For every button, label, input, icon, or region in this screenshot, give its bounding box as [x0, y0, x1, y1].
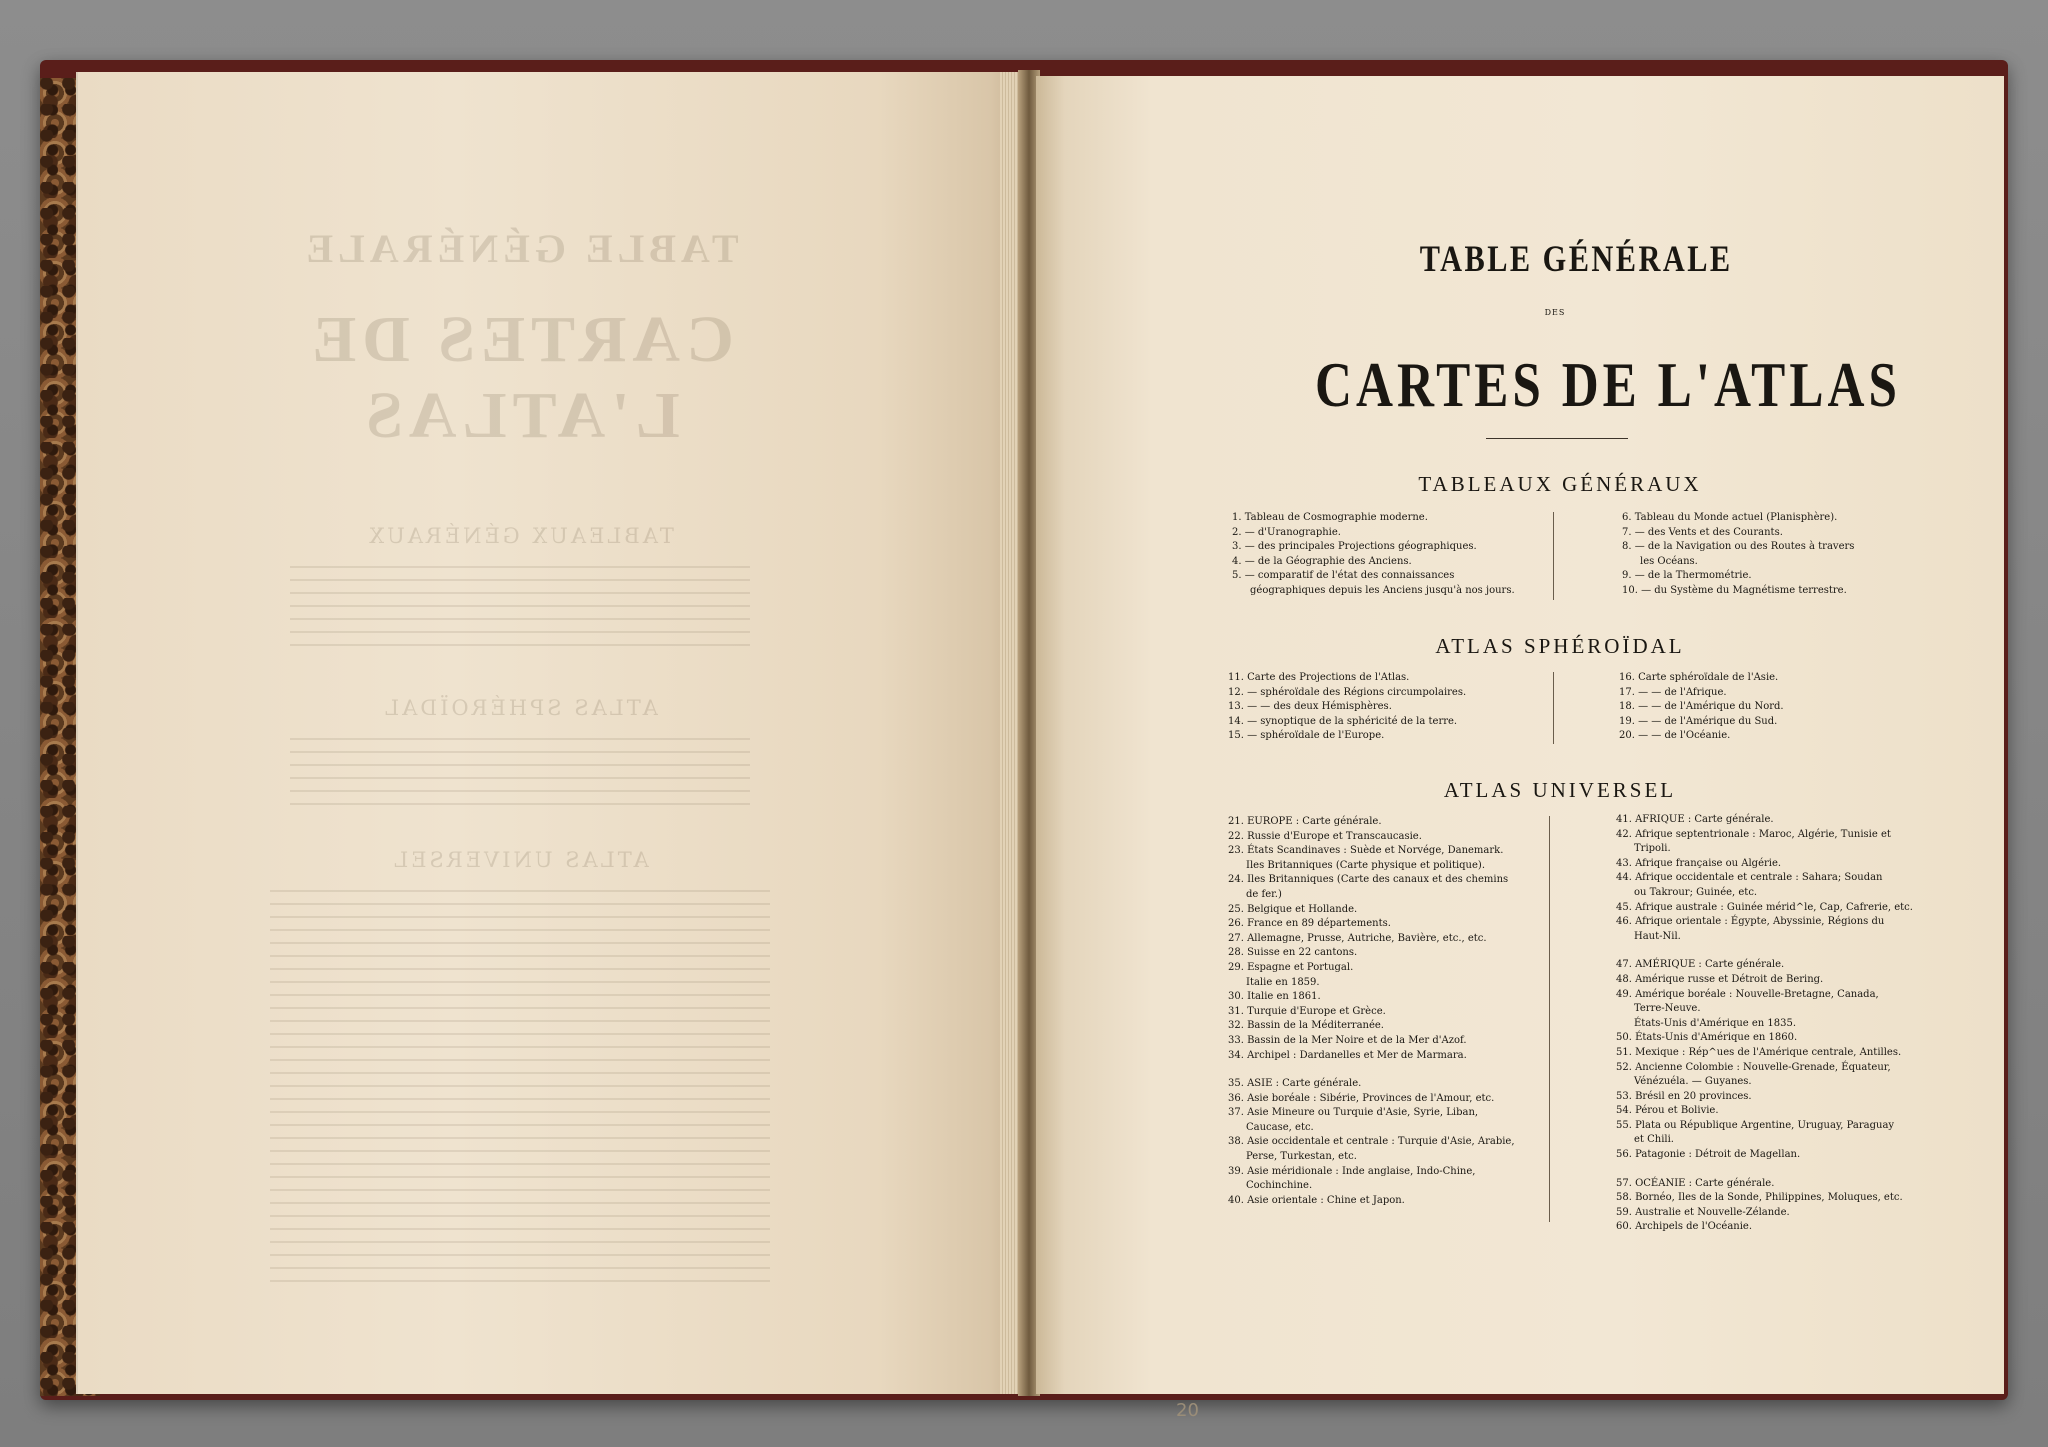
column-divider: [1553, 672, 1554, 744]
list-item: et Chili.: [1634, 1134, 1674, 1146]
list-item: 21. EUROPE : Carte générale.: [1228, 816, 1382, 827]
list-item: 22. Russie d'Europe et Transcaucasie.: [1228, 830, 1422, 842]
ghost-lines: [270, 890, 770, 1290]
list-item: Tripoli.: [1634, 843, 1671, 855]
list-item: 45. Afrique australe : Guinée mérid^le, Cap, Cafrerie, etc.: [1616, 901, 1913, 913]
list-item: 39. Asie méridionale : Inde anglaise, Indo-Chine,: [1228, 1165, 1476, 1177]
ghost-section: ATLAS UNIVERSEL: [391, 848, 649, 872]
list-item: 54. Pérou et Bolivie.: [1616, 1105, 1719, 1117]
list-item: 27. Allemagne, Prusse, Autriche, Bavière, etc., etc.: [1228, 932, 1487, 944]
section-heading-universel: ATLAS UNIVERSEL: [1443, 778, 1677, 802]
list-item: ou Takrour; Guinée, etc.: [1634, 886, 1758, 898]
list-item: 10. — du Système du Magnétisme terrestre.: [1622, 584, 1847, 596]
title-connector: DES: [1544, 308, 1566, 317]
list-item: 36. Asie boréale : Sibérie, Provinces de l'Amour, etc.: [1228, 1092, 1495, 1104]
list-item: 1. Tableau de Cosmographie moderne.: [1232, 512, 1428, 523]
list-item: 8. — de la Navigation ou des Routes à travers: [1622, 541, 1855, 553]
list-item: 30. Italie en 1861.: [1228, 991, 1321, 1003]
section-heading-tableaux: TABLEAUX GÉNÉRAUX: [1418, 472, 1702, 496]
list-item: 34. Archipel : Dardanelles et Mer de Marmara.: [1228, 1049, 1467, 1061]
list-item: Iles Britanniques (Carte physique et politique).: [1246, 859, 1485, 871]
list-item: 29. Espagne et Portugal.: [1228, 961, 1354, 973]
list-item: 23. États Scandinaves : Suède et Norvége, Danemark.: [1228, 845, 1504, 857]
list-item: 52. Ancienne Colombie : Nouvelle-Grenade, Équateur,: [1616, 1061, 1891, 1073]
ghost-section: ATLAS SPHÉROÏDAL: [382, 696, 658, 720]
list-item: États-Unis d'Amérique en 1835.: [1634, 1017, 1797, 1029]
list-item: 12. — sphéroïdale des Régions circumpolaires.: [1228, 686, 1467, 698]
list-item: 53. Brésil en 20 provinces.: [1616, 1090, 1752, 1102]
list-item: 58. Bornéo, Iles de la Sonde, Philippines, Moluques, etc.: [1616, 1192, 1903, 1204]
list-gap: [1616, 944, 1913, 958]
list-item: Caucase, etc.: [1246, 1121, 1314, 1133]
list-item: 26. France en 89 départements.: [1228, 918, 1391, 930]
ghost-big-title: CARTES DE L'ATLAS: [306, 303, 734, 452]
list-item: 13. — — des deux Hémisphères.: [1228, 701, 1392, 713]
list-item: 55. Plata ou République Argentine, Uruguay, Paraguay: [1616, 1119, 1895, 1131]
list-item: 28. Suisse en 22 cantons.: [1228, 947, 1358, 959]
list-item: 49. Amérique boréale : Nouvelle-Bretagne, Canada,: [1616, 988, 1879, 1000]
column-divider: [1553, 512, 1554, 600]
spheroidal-left-column: [1228, 671, 1466, 744]
list-item: 24. Iles Britanniques (Carte des canaux et des chemins: [1228, 874, 1509, 886]
list-item: 32. Bassin de la Méditerranée.: [1228, 1020, 1384, 1032]
spheroidal-right-column: [1619, 671, 1784, 744]
list-item: 7. — des Vents et des Courants.: [1622, 526, 1783, 538]
column-divider: [1549, 816, 1550, 1222]
universel-left-column: [1228, 815, 1515, 1208]
section-heading-spheroidal: ATLAS SPHÉROÏDAL: [1435, 634, 1685, 658]
list-item: 40. Asie orientale : Chine et Japon.: [1228, 1194, 1405, 1206]
list-item: 35. ASIE : Carte générale.: [1228, 1078, 1362, 1090]
ghost-lines: [290, 738, 750, 808]
list-item: Perse, Turkestan, etc.: [1246, 1151, 1357, 1163]
list-item: 15. — sphéroïdale de l'Europe.: [1228, 730, 1385, 742]
list-item: 14. — synoptique de la sphéricité de la terre.: [1228, 715, 1458, 727]
list-item: de fer.): [1246, 888, 1282, 900]
list-item: 48. Amérique russe et Détroit de Bering.: [1616, 973, 1824, 985]
list-item: Vénézuéla. — Guyanes.: [1634, 1076, 1752, 1088]
list-item: 20. — — de l'Océanie.: [1619, 730, 1731, 742]
list-item: 60. Archipels de l'Océanie.: [1616, 1221, 1753, 1233]
list-item: 6. Tableau du Monde actuel (Planisphère).: [1622, 512, 1838, 523]
list-item: 41. AFRIQUE : Carte générale.: [1616, 814, 1774, 825]
show-through-text: [230, 225, 810, 1245]
ghost-section: TABLEAUX GÉNÉRAUX: [366, 524, 674, 548]
list-item: 17. — — de l'Afrique.: [1619, 686, 1727, 698]
list-item: les Océans.: [1640, 555, 1698, 567]
list-item: 46. Afrique orientale : Égypte, Abyssinie, Régions du: [1616, 916, 1885, 928]
pencil-mark: 20: [1176, 1400, 1199, 1421]
list-item: 38. Asie occidentale et centrale : Turquie d'Asie, Arabie,: [1228, 1136, 1515, 1148]
list-item: 37. Asie Mineure ou Turquie d'Asie, Syrie, Liban,: [1228, 1107, 1479, 1119]
list-item: 50. États-Unis d'Amérique en 1860.: [1616, 1032, 1798, 1044]
list-item: Terre-Neuve.: [1634, 1003, 1701, 1015]
list-item: 18. — — de l'Amérique du Nord.: [1619, 701, 1784, 713]
ghost-lines: [290, 566, 750, 656]
tableaux-left-column: [1232, 511, 1515, 599]
list-item: 25. Belgique et Hollande.: [1228, 903, 1358, 915]
list-item: 42. Afrique septentrionale : Maroc, Algérie, Tunisie et: [1616, 828, 1891, 840]
list-item: 51. Mexique : Rép^ues de l'Amérique centrale, Antilles.: [1616, 1046, 1902, 1058]
list-item: 2. — d'Uranographie.: [1232, 526, 1341, 538]
page-main-title: CARTES DE L'ATLAS: [1315, 349, 1901, 420]
tableaux-right-column: [1622, 511, 1854, 599]
list-gap: [1228, 1063, 1515, 1077]
list-item: Cochinchine.: [1246, 1180, 1313, 1192]
list-item: 16. Carte sphéroïdale de l'Asie.: [1619, 672, 1779, 683]
ghost-title: TABLE GÉNÉRALE: [301, 226, 739, 271]
list-item: 4. — de la Géographie des Anciens.: [1232, 555, 1412, 567]
list-item: 47. AMÉRIQUE : Carte générale.: [1616, 959, 1785, 971]
list-item: 56. Patagonie : Détroit de Magellan.: [1616, 1149, 1801, 1161]
list-item: Italie en 1859.: [1246, 976, 1320, 988]
list-item: 44. Afrique occidentale et centrale : Sahara; Soudan: [1616, 872, 1883, 884]
list-item: 31. Turquie d'Europe et Grèce.: [1228, 1005, 1386, 1017]
list-item: 19. — — de l'Amérique du Sud.: [1619, 715, 1778, 727]
list-item: Haut-Nil.: [1634, 930, 1681, 942]
list-item: 43. Afrique française ou Algérie.: [1616, 857, 1782, 869]
page-title: TABLE GÉNÉRALE: [1419, 239, 1733, 280]
list-gap: [1616, 1163, 1913, 1177]
list-item: 9. — de la Thermométrie.: [1622, 570, 1752, 582]
list-item: 57. OCÉANIE : Carte générale.: [1616, 1177, 1775, 1189]
list-item: 11. Carte des Projections de l'Atlas.: [1228, 672, 1410, 683]
list-item: 33. Bassin de la Mer Noire et de la Mer d'Azof.: [1228, 1034, 1467, 1046]
title-rule: [1486, 438, 1628, 439]
universel-right-column: [1616, 813, 1913, 1235]
list-item: 59. Australie et Nouvelle-Zélande.: [1616, 1206, 1790, 1218]
list-item: 5. — comparatif de l'état des connaissances: [1232, 570, 1455, 582]
list-item: géographiques depuis les Anciens jusqu'à nos jours.: [1250, 584, 1515, 596]
list-item: 3. — des principales Projections géographiques.: [1232, 541, 1477, 553]
